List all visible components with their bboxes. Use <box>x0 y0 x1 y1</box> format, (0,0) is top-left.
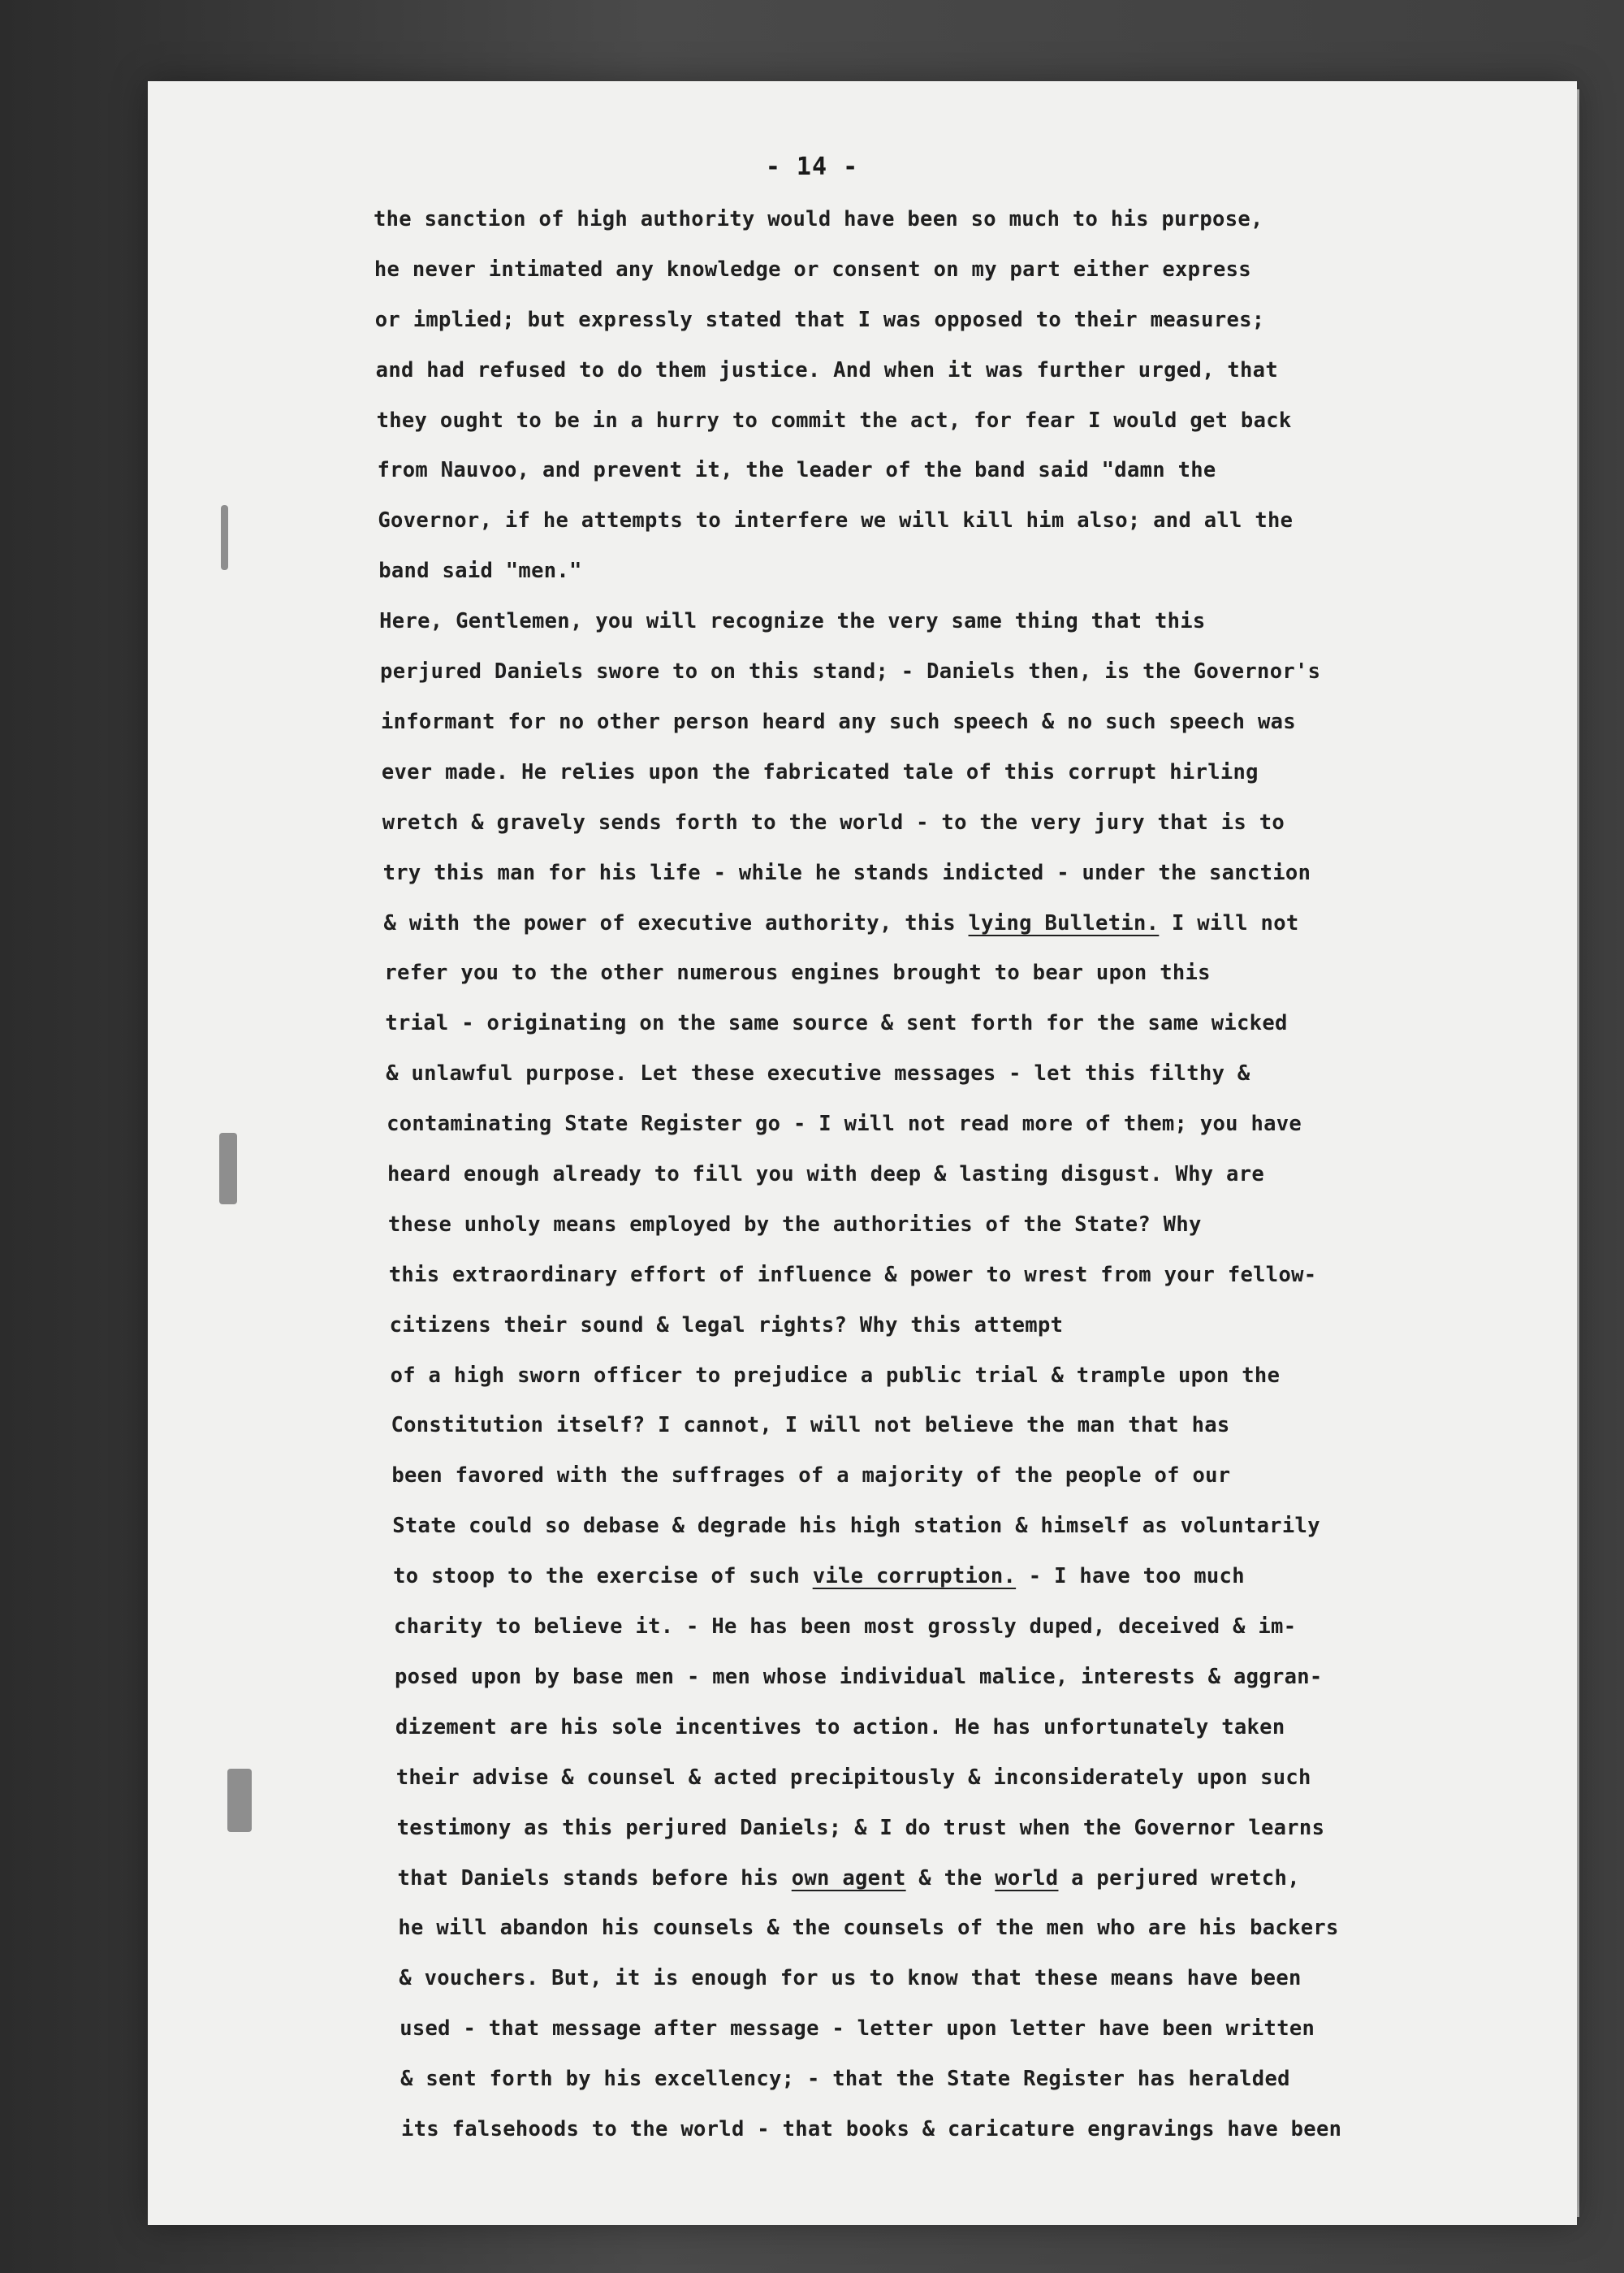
text-line <box>399 1966 1301 1990</box>
text-line <box>388 1212 1202 1237</box>
text-run: they ought to be in a hurry to commit the act, for fear I would get back <box>376 408 1292 433</box>
text-line <box>394 1614 1296 1639</box>
text-run: or implied; but expressly stated that I was opposed to their measures; <box>374 307 1265 332</box>
text-line <box>384 961 1210 985</box>
text-line <box>379 609 1205 633</box>
text-run: & unlawful purpose. Let these executive messages - let this filthy & <box>386 1061 1250 1087</box>
text-line <box>397 1816 1325 1840</box>
text-run: its falsehoods to the world - that books & caricature engravings have been <box>401 2117 1342 2141</box>
text-run: this extraordinary effort of influence & power to wrest from your fellow- <box>388 1262 1317 1287</box>
margin-mark-3 <box>227 1769 252 1832</box>
text-run: informant for no other person heard any such speech & no such speech was <box>380 709 1296 734</box>
text-line <box>384 911 1299 936</box>
text-line <box>382 810 1285 835</box>
text-run: he never intimated any knowledge or consent on my part either express <box>374 257 1251 282</box>
text-line <box>377 458 1216 482</box>
text-line <box>377 408 1292 433</box>
text-run: contaminating State Register go - I will not read more of them; you have <box>387 1112 1302 1137</box>
text-line <box>395 1665 1323 1689</box>
text-line <box>389 1263 1317 1287</box>
underlined-text: world <box>995 1865 1059 1891</box>
text-run: State could so debase & degrade his high station & himself as voluntarily <box>392 1514 1320 1539</box>
text-run: dizement are his sole incentives to action. He has unfortunately taken <box>395 1714 1285 1739</box>
text-line <box>396 1765 1311 1790</box>
text-run: citizens their sound & legal rights? Why this attempt <box>389 1312 1064 1337</box>
text-line <box>380 659 1320 684</box>
text-run: from Nauvoo, and prevent it, the leader of the band said "damn the <box>377 458 1216 483</box>
text-line <box>387 1112 1302 1136</box>
text-run: trial - originating on the same source & sent forth for the same wicked <box>385 1011 1288 1036</box>
text-line <box>382 760 1259 784</box>
text-run: ever made. He relies upon the fabricated tale of this corrupt hirling <box>381 759 1259 784</box>
text-line <box>392 1514 1320 1538</box>
text-run: wretch & gravely sends forth to the world - to the very jury that is to <box>382 810 1285 835</box>
text-line <box>387 1162 1264 1186</box>
text-line <box>401 2117 1341 2141</box>
text-run: testimony as this perjured Daniels; & I do trust when the Governor learns <box>396 1815 1325 1840</box>
text-run: Governor, if he attempts to interfere we will kill him also; and all the <box>378 508 1294 534</box>
underlined-text: lying Bulletin. <box>968 910 1160 936</box>
text-line <box>393 1564 1245 1588</box>
text-line <box>385 1011 1287 1035</box>
text-line <box>374 257 1251 282</box>
margin-mark-1 <box>221 505 228 570</box>
text-run: & vouchers. But, it is enough for us to know that these means have been <box>399 1966 1302 1991</box>
text-run: been favored with the suffrages of a majority of the people of our <box>391 1463 1231 1489</box>
text-line <box>398 1866 1300 1891</box>
text-run: he will abandon his counsels & the counsels of the men who are his backers <box>398 1916 1339 1941</box>
text-run: Here, Gentlemen, you will recognize the very same thing that this <box>379 609 1206 634</box>
text-line <box>376 358 1278 382</box>
text-line <box>390 1313 1064 1337</box>
text-run: refer you to the other numerous engines brought to bear upon this <box>384 961 1211 986</box>
text-run: I will not <box>1159 910 1299 936</box>
text-run: & sent forth by his excellency; - that the State Register has heralded <box>400 2067 1290 2092</box>
text-line <box>378 508 1293 533</box>
text-run: a perjured wretch, <box>1058 1865 1300 1891</box>
text-run: heard enough already to fill you with deep & lasting disgust. Why are <box>387 1162 1265 1186</box>
text-line <box>386 1061 1250 1086</box>
underlined-text: vile corruption. <box>812 1564 1017 1589</box>
text-run: their advise & counsel & acted precipitously & inconsiderately upon such <box>395 1765 1311 1790</box>
text-run: the sanction of high authority would have been so much to his purpose, <box>374 207 1263 231</box>
text-line <box>391 1363 1281 1388</box>
text-run: perjured Daniels swore to on this stand; - Daniels then, is the Governor's <box>380 659 1321 685</box>
text-line <box>395 1715 1285 1739</box>
text-run: charity to believe it. - He has been most grossly duped, deceived & im- <box>394 1614 1297 1640</box>
text-run: that Daniels stands before his <box>397 1865 792 1891</box>
text-run: posed upon by base men - men whose individual malice, interests & aggran- <box>394 1664 1323 1689</box>
underlined-text: own agent <box>791 1865 906 1891</box>
margin-mark-2 <box>219 1133 237 1204</box>
text-line <box>374 207 1263 231</box>
text-run: & the <box>905 1865 996 1891</box>
text-run: band said "men." <box>378 559 582 584</box>
text-line <box>400 2016 1315 2041</box>
text-line <box>375 308 1265 332</box>
text-line <box>383 861 1311 885</box>
text-line <box>391 1413 1229 1437</box>
document-page <box>148 81 1577 2225</box>
text-line <box>378 559 581 583</box>
text-run: try this man for his life - while he stands indicted - under the sanction <box>382 860 1311 885</box>
text-run: and had refused to do them justice. And when it was further urged, that <box>375 357 1278 382</box>
text-run: - I have too much <box>1016 1564 1245 1589</box>
text-line <box>391 1463 1230 1488</box>
text-run: Constitution itself? I cannot, I will not believe the man that has <box>391 1413 1230 1438</box>
text-line <box>381 710 1296 734</box>
text-line <box>398 1916 1338 1940</box>
page-number: - 14 - <box>765 153 859 181</box>
text-run: to stoop to the exercise of such <box>393 1564 813 1589</box>
text-run: of a high sworn officer to prejudice a public trial & trample upon the <box>390 1363 1281 1388</box>
text-run: these unholy means employed by the authorities of the State? Why <box>387 1212 1202 1237</box>
text-run: used - that message after message - letter upon letter have been written <box>400 2016 1315 2042</box>
text-run: & with the power of executive authority, this <box>383 910 969 936</box>
text-line <box>400 2067 1290 2091</box>
